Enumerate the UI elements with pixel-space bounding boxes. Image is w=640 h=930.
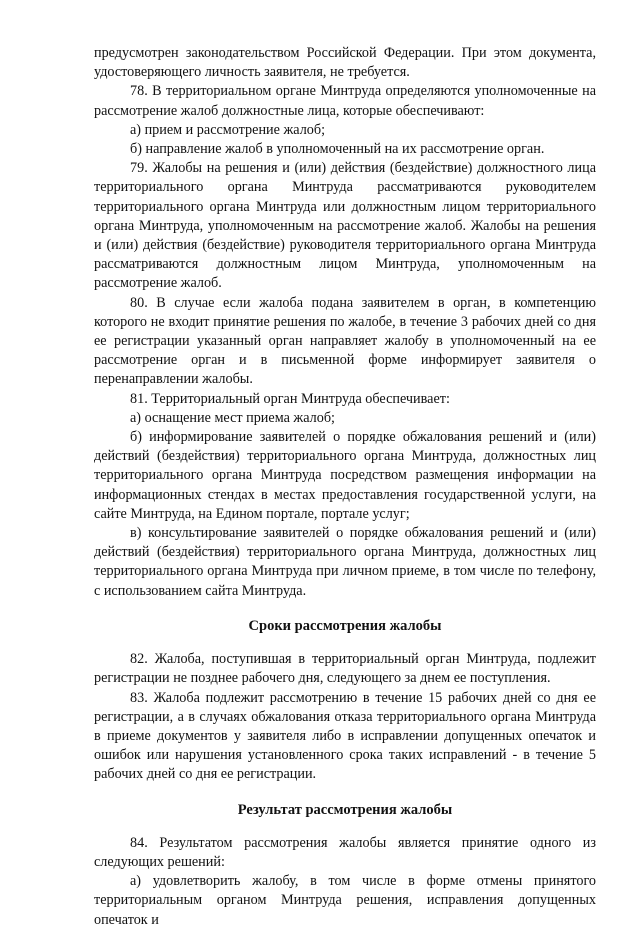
paragraph: 78. В территориальном органе Минтруда определяются уполномоченные на рассмотрение жалоб должностные лица, которые обеспечивают: [94,83,596,119]
section-bottom [94,834,596,930]
paragraph: 82. Жалоба, поступившая в территориальный орган Минтруда, подлежит регистрации не позднее рабочего дня, следующего за днем ее поступления. [94,651,596,687]
paragraph: 84. Результатом рассмотрения жалобы является принятие одного из следующих решений: [94,834,596,870]
section-heading: Результат рассмотрения жалобы [237,801,453,818]
document-page [94,44,596,930]
section-top [94,44,596,601]
list-item: б) направление жалоб в уполномоченный на их рассмотрение орган. [130,141,545,158]
list-item: а) оснащение мест приема жалоб; [130,409,335,426]
list-item: а) удовлетворить жалобу, в том числе в форме отмены принятого территориальным органом Минтруда решения, исправления допущенных опечаток и [94,873,596,928]
paragraph: предусмотрен законодательством Российской Федерации. При этом документа, удостоверяющего личность заявителя, не требуется. [94,45,596,81]
paragraph: 83. Жалоба подлежит рассмотрению в течение 15 рабочих дней со дня ее регистрации, а в случаях обжалования отказа территориального органа Минтруда в приеме документов у заявителя либо в исправлении допущенных опечаток и ошибок или нарушения установленного срока таких исправлений - в течение 5 рабочих дней со дня ее регистрации. [94,689,596,783]
paragraph: 79. Жалобы на решения и (или) действия (бездействие) должностного лица территориального органа Минтруда рассматриваются руководителем территориального органа Минтруда или должностным лицом территориального органа Минтруда, уполномоченным на рассмотрение жалоб. Жалобы на решения и (или) действия (бездействие) руководителя территориального органа Минтруда рассматриваются должностным лицом Минтруда, уполномоченным на рассмотрение жалоб. [94,160,596,292]
paragraph: 81. Территориальный орган Минтруда обеспечивает: [130,390,450,407]
list-item: в) консультирование заявителей о порядке обжалования решений и (или) действий (бездействия) территориального органа Минтруда, должностных лиц территориального органа Минтруда при личном приеме, в том числе по телефону, с использованием сайта Минтруда. [94,525,596,599]
section-mid [94,650,596,784]
list-item: а) прием и рассмотрение жалоб; [130,121,326,138]
section-heading: Сроки рассмотрения жалобы [248,617,442,634]
list-item: б) информирование заявителей о порядке обжалования решений и (или) действий (бездействия) территориального органа Минтруда, должностных лиц территориального органа Минтруда посредством размещения информации на информационных стендах в местах предоставления государственной услуги, на сайте Минтруда, на Едином портале, портале услуг; [94,429,596,522]
paragraph: 80. В случае если жалоба подана заявителем в орган, в компетенцию которого не входит принятие решения по жалобе, в течение 3 рабочих дней со дня ее регистрации указанный орган направляет жалобу в уполномоченный на ее рассмотрение орган и в письменной форме информирует заявителя о перенаправлении жалобы. [94,294,596,388]
